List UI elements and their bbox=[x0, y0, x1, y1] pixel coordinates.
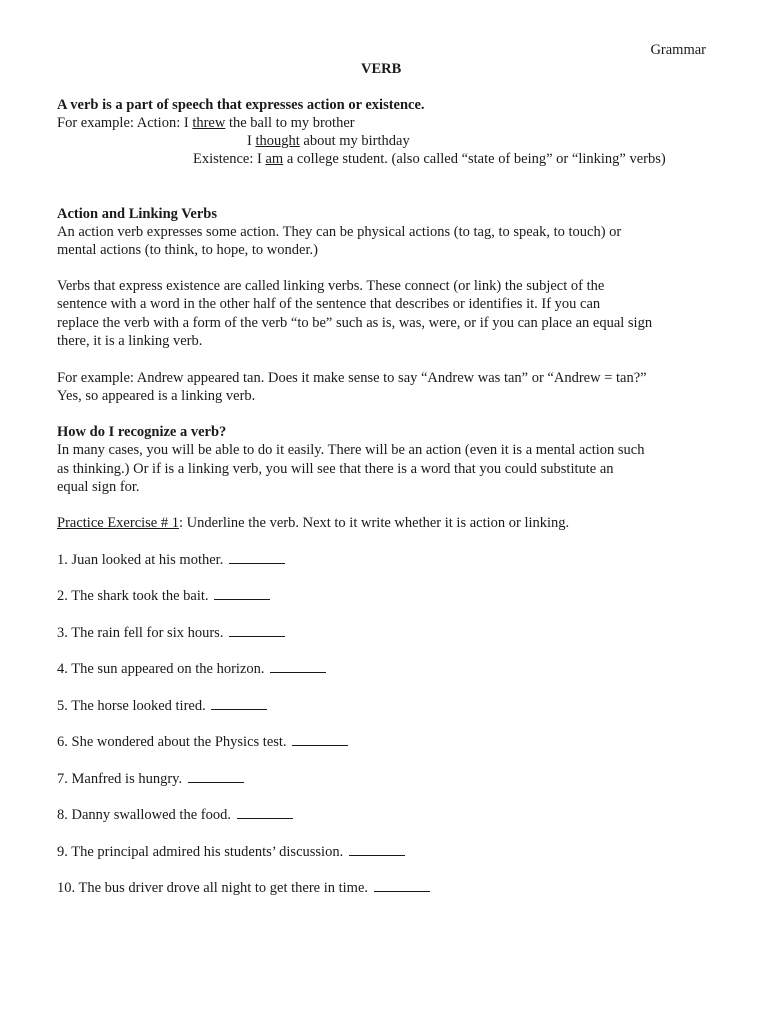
example-existence-line: Existence: I am a college student. (also called “state of being” or “linking” verbs) bbox=[193, 151, 666, 167]
section-heading-action-linking: Action and Linking Verbs bbox=[57, 206, 217, 222]
exercise-item: 5. The horse looked tired. bbox=[57, 697, 267, 715]
answer-blank[interactable] bbox=[214, 587, 270, 600]
paragraph-line: there, it is a linking verb. bbox=[57, 333, 203, 349]
verb-definition: A verb is a part of speech that expresses action or existence. bbox=[57, 97, 425, 113]
answer-blank[interactable] bbox=[229, 551, 285, 564]
course-label: Grammar bbox=[650, 42, 706, 58]
paragraph-line: replace the verb with a form of the verb “to be” such as is, was, were, or if you can place an equal sign bbox=[57, 315, 653, 331]
exercise-instructions: Practice Exercise # 1: Underline the verb. Next to it write whether it is action or linking. bbox=[57, 515, 570, 531]
exercise-item: 8. Danny swallowed the food. bbox=[57, 806, 293, 824]
page-title: VERB bbox=[361, 61, 402, 77]
paragraph-line: equal sign for. bbox=[57, 479, 140, 495]
paragraph-line: An action verb expresses some action. They can be physical actions (to tag, to speak, to touch) or bbox=[57, 224, 622, 240]
exercise-item: 7. Manfred is hungry. bbox=[57, 770, 244, 788]
answer-blank[interactable] bbox=[188, 770, 244, 783]
answer-blank[interactable] bbox=[349, 843, 405, 856]
paragraph-line: Yes, so appeared is a linking verb. bbox=[57, 388, 256, 404]
answer-blank[interactable] bbox=[211, 697, 267, 710]
answer-blank[interactable] bbox=[237, 806, 293, 819]
paragraph-line: as thinking.) Or if is a linking verb, you will see that there is a word that you could substitute an bbox=[57, 461, 614, 477]
paragraph-line: mental actions (to think, to hope, to wonder.) bbox=[57, 242, 318, 258]
paragraph-line: For example: Andrew appeared tan. Does it make sense to say “Andrew was tan” or “Andrew = tan?” bbox=[57, 370, 647, 386]
answer-blank[interactable] bbox=[292, 733, 348, 746]
answer-blank[interactable] bbox=[229, 624, 285, 637]
exercise-item: 6. She wondered about the Physics test. bbox=[57, 733, 348, 751]
paragraph-line: In many cases, you will be able to do it easily. There will be an action (even it is a mental action such bbox=[57, 442, 645, 458]
exercise-item: 10. The bus driver drove all night to get there in time. bbox=[57, 879, 430, 897]
exercise-item: 9. The principal admired his students’ discussion. bbox=[57, 843, 405, 861]
exercise-title: Practice Exercise # 1 bbox=[57, 515, 179, 531]
underlined-verb: am bbox=[265, 151, 284, 167]
exercise-item: 4. The sun appeared on the horizon. bbox=[57, 660, 326, 678]
underlined-verb: threw bbox=[192, 115, 226, 131]
exercise-item: 2. The shark took the bait. bbox=[57, 587, 270, 605]
example-action-line-2: I thought about my birthday bbox=[247, 133, 410, 149]
paragraph-line: sentence with a word in the other half of the sentence that describes or identifies it. If you can bbox=[57, 296, 601, 312]
answer-blank[interactable] bbox=[374, 879, 430, 892]
exercise-item: 1. Juan looked at his mother. bbox=[57, 551, 285, 569]
underlined-verb: thought bbox=[255, 133, 300, 149]
example-action-line-1: For example: Action: I threw the ball to my brother bbox=[57, 115, 355, 131]
answer-blank[interactable] bbox=[270, 660, 326, 673]
section-heading-recognize: How do I recognize a verb? bbox=[57, 424, 227, 440]
exercise-item: 3. The rain fell for six hours. bbox=[57, 624, 285, 642]
paragraph-line: Verbs that express existence are called linking verbs. These connect (or link) the subject of the bbox=[57, 278, 605, 294]
